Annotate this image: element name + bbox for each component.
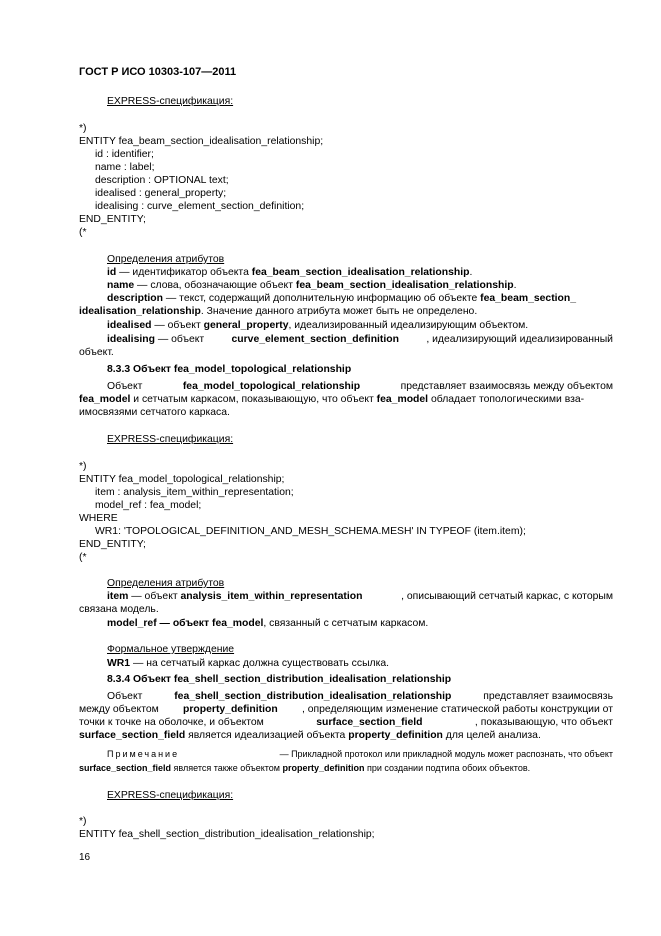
wr1-definition [107,657,389,670]
attribute-definitions-heading: Определения атрибутов [107,578,225,589]
entity-ref: surface_section_field [79,730,186,741]
attr-text: . [513,280,517,291]
para-text: Объект [107,691,143,702]
attr-term: idealising [107,334,155,345]
note-text: — Прикладной протокол или прикладной модуль может распознать, что объект [279,749,613,759]
entity-ref: fea_beam_section_ [480,293,577,304]
para-text: для целей анализа. [442,730,541,741]
attr-text: . Значение данного атрибута может быть не определено. [200,306,478,317]
entity-ref: fea_beam_section_idealisation_relationship [295,280,514,291]
attr-description-definition [107,292,576,305]
entity-ref: fea_shell_section_distribution_idealisation_relationship [174,691,452,702]
entity-ref: analysis_item_within_representation [180,591,363,602]
para-text: является идеализацией объекта [185,730,349,741]
code-line: ENTITY fea_model_topological_relationship; [79,474,285,485]
attr-term: name [107,280,135,291]
para-text: точки к точке на оболочке, и объектом [79,717,264,728]
section-8-3-4-title [107,673,451,686]
section-8-3-4-para-line [79,703,613,716]
entity-ref: general_property [203,320,289,331]
section-8-3-4-para-line [79,729,541,742]
para-text: Объект [107,381,143,392]
section-8-3-3-title [107,363,351,376]
note-line [107,748,613,761]
section-number: 8.3.3 [107,364,131,375]
attr-description-cont [79,305,477,318]
code-line: description : OPTIONAL text; [95,175,229,186]
code-line: ENTITY fea_beam_section_idealisation_relationship; [79,136,324,147]
entity-ref: idealisation_relationship [79,306,201,317]
attr-term: model_ref — объект fea_model [107,618,264,629]
attr-term: description [107,293,164,304]
entity-ref: property_definition [183,704,278,715]
code-line: WHERE [79,513,118,524]
attr-model-ref-definition [107,617,428,630]
entity-ref: surface_section_field [316,717,423,728]
code-line: idealised : general_property; [95,188,227,199]
attr-name-definition [107,279,516,292]
section-title-entity: fea_shell_section_distribution_idealisation_relationship [173,674,452,685]
entity-ref: property_definition [282,763,365,773]
code-line: model_ref : fea_model; [95,500,202,511]
para-text: между объектом [79,704,159,715]
attr-text: , идеализированный идеализирующим объектом. [288,320,529,331]
entity-ref: fea_model [376,394,429,405]
rule-term: WR1 [107,658,131,669]
attr-idealising-definition [107,333,613,346]
attr-term: idealised [107,320,152,331]
para-text: , показывающую, что объект [474,717,613,728]
para-text: представляет взаимосвязь [483,691,613,702]
page-number: 16 [79,852,91,863]
entity-ref: fea_beam_section_idealisation_relationship [251,267,470,278]
express-spec-heading: EXPRESS-спецификация: [107,790,234,801]
section-title-text: Объект [130,674,174,685]
code-line: item : analysis_item_within_representation; [95,487,294,498]
code-line: END_ENTITY; [79,539,146,550]
entity-ref: fea_model [79,394,131,405]
express-spec-heading: EXPRESS-спецификация: [107,434,234,445]
rule-text: — на сетчатый каркас должна существовать ссылка. [130,658,390,669]
attr-term: id [107,267,117,278]
section-8-3-3-para-line [79,393,584,406]
code-line: idealising : curve_element_section_definition; [95,201,305,212]
code-line: *) [79,816,87,827]
code-line: WR1: 'TOPOLOGICAL_DEFINITION_AND_MESH_SCHEMA.MESH' IN TYPEOF (item.item); [95,526,526,537]
code-line: name : label; [95,162,155,173]
section-8-3-4-para-line [107,690,613,703]
attribute-definitions-heading: Определения атрибутов [107,254,225,265]
section-8-3-4-para-line [79,716,613,729]
express-spec-heading: EXPRESS-спецификация: [107,96,234,107]
attr-idealised-definition [107,319,528,332]
attr-text: — текст, содержащий дополнительную информацию об объекте [163,293,481,304]
attr-text: , описывающий сетчатый каркас, с которым [401,591,613,602]
section-title-entity: fea_model_topological_relationship [173,364,352,375]
code-line: END_ENTITY; [79,214,146,225]
note-line [79,762,530,775]
code-line: *) [79,461,87,472]
attr-idealising-cont: объект. [79,347,114,358]
note-label: Примечание [107,749,180,759]
code-line: id : identifier; [95,149,154,160]
attr-text: — идентификатор объекта [116,267,252,278]
attr-text: . [469,267,473,278]
attr-item-definition [107,590,613,603]
para-text: , определяющим изменение статической работы конструкции от [301,704,613,715]
para-text: обладает топологическими вза- [428,394,585,405]
attr-text: , идеализирующий идеализированный [426,334,613,345]
formal-proposition-heading: Формальное утверждение [107,644,235,655]
entity-ref: fea_model_topological_relationship [182,381,361,392]
section-8-3-3-para-line [107,380,613,393]
attr-item-cont: связана модель. [79,604,159,615]
para-text: и сетчатым каркасом, показывающую, что объект [130,394,377,405]
code-line: (* [79,552,87,563]
attr-text: — объект [151,320,204,331]
note-text: при создании подтипа обоих объектов. [364,763,531,773]
attr-text: — объект [128,591,181,602]
attr-term: item [107,591,129,602]
attr-text: — слова, обозначающие объект [134,280,296,291]
section-number: 8.3.4 [107,674,131,685]
standard-header: ГОСТ Р ИСО 10303-107—2011 [79,66,237,78]
entity-ref: curve_element_section_definition [231,334,399,345]
section-8-3-3-para-line: имосвязями сетчатого каркаса. [79,407,230,418]
note-text: является также объектом [171,763,283,773]
attr-text: , связанный с сетчатым каркасом. [263,618,429,629]
code-line: *) [79,123,87,134]
code-line: ENTITY fea_shell_section_distribution_idealisation_relationship; [79,829,375,840]
attr-id-definition [107,266,472,279]
attr-text: — объект [154,334,205,345]
entity-ref: property_definition [348,730,443,741]
code-line: (* [79,227,87,238]
entity-ref: surface_section_field [79,763,172,773]
section-title-text: Объект [130,364,174,375]
para-text: представляет взаимосвязь между объектом [400,381,613,392]
